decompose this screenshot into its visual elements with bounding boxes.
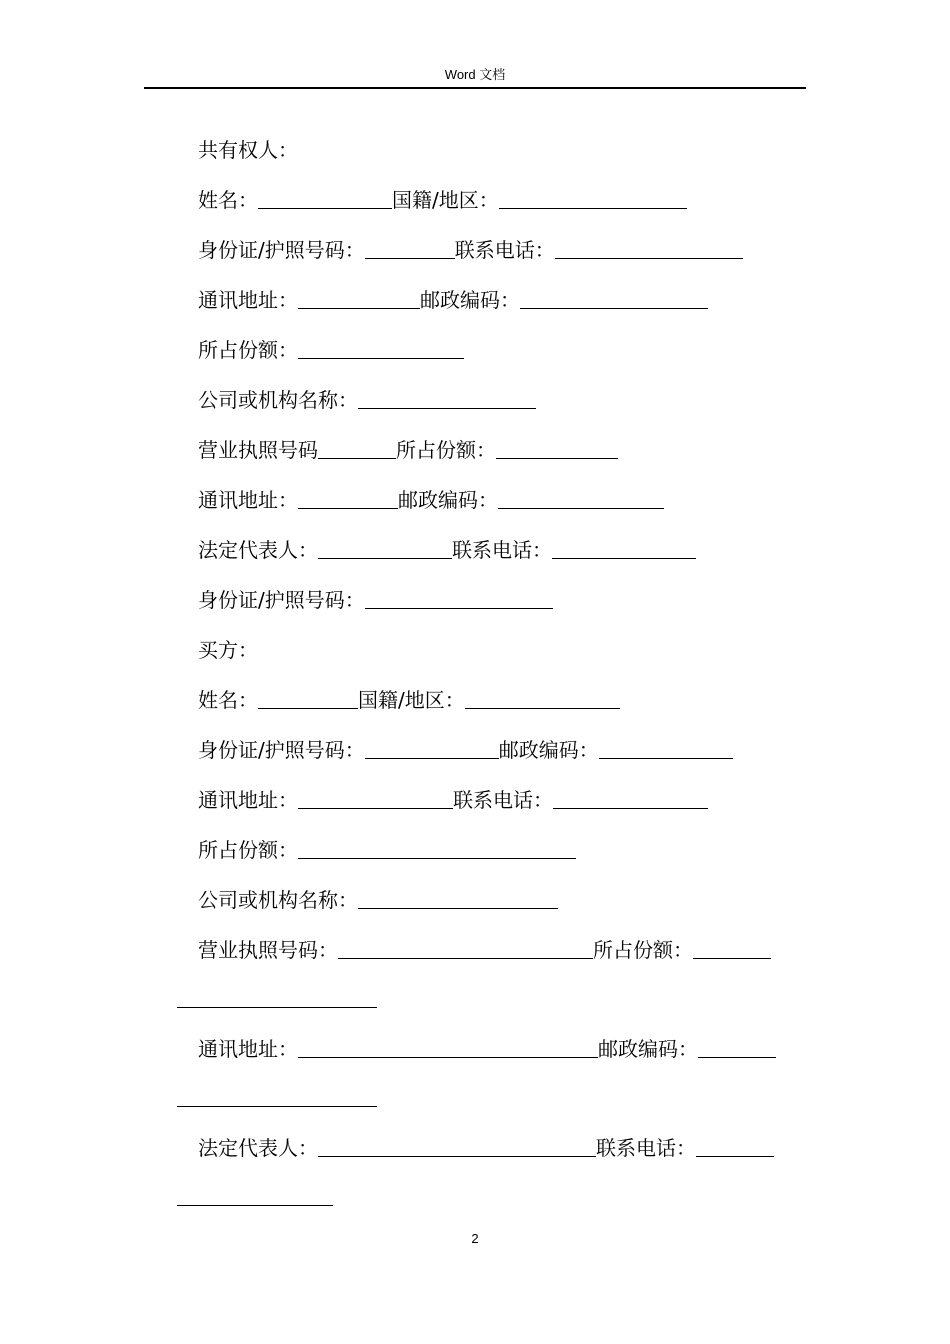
co-owner-share-blank-2[interactable] [496,436,618,459]
header-divider [144,87,806,89]
co-owner-legal-rep-label: 法定代表人： [198,538,318,562]
co-owner-id-blank[interactable] [365,236,455,259]
buyer-postcode-blank-2[interactable] [698,1035,776,1058]
co-owner-license-label: 营业执照号码 [198,438,318,462]
co-owner-phone-label: 联系电话： [454,238,555,262]
buyer-legal-rep-line [198,1134,774,1162]
co-owner-phone-blank-2[interactable] [552,536,696,559]
co-owner-postcode-label-2: 邮政编码： [398,488,498,512]
buyer-share-label: 所占份额： [198,838,298,862]
buyer-license-line [198,936,771,964]
co-owner-postcode-blank-2[interactable] [498,486,664,509]
co-owner-share-line [198,336,464,364]
co-owner-company-blank[interactable] [358,386,536,409]
co-owner-address-line-2 [198,486,664,514]
co-owner-company-label: 公司或机构名称： [198,388,358,412]
co-owner-address-line [198,286,708,314]
buyer-share-blank-2-continued[interactable] [177,985,377,1008]
buyer-share-label-2: 所占份额： [593,938,693,962]
co-owner-id-label: 身份证/护照号码： [198,238,365,262]
co-owner-nationality-blank[interactable] [499,186,687,209]
buyer-address-blank[interactable] [298,786,453,809]
co-owner-heading-line [198,136,298,164]
co-owner-phone-label-2: 联系电话： [452,538,552,562]
buyer-postcode-label: 邮政编码： [498,738,599,762]
co-owner-phone-blank[interactable] [555,236,743,259]
buyer-share-blank-2[interactable] [693,936,771,959]
co-owner-name-blank[interactable] [258,186,392,209]
co-owner-legal-rep-line [198,536,696,564]
co-owner-name-line [198,186,687,214]
buyer-heading-line [198,636,258,664]
co-owner-share-label: 所占份额： [198,338,298,362]
page-number: 2 [471,1231,479,1246]
co-owner-address-blank[interactable] [298,286,420,309]
buyer-phone-blank[interactable] [553,786,708,809]
co-owner-address-label-2: 通讯地址： [198,488,298,512]
co-owner-license-line [198,436,618,464]
document-header-title: Word 文档 [444,67,506,82]
buyer-share-blank[interactable] [298,836,576,859]
buyer-license-label: 营业执照号码： [198,938,338,962]
co-owner-nationality-label: 国籍/地区： [392,188,499,212]
buyer-company-blank[interactable] [358,886,558,909]
buyer-address-label-2: 通讯地址： [198,1037,298,1061]
co-owner-id-label-2: 身份证/护照号码： [198,588,365,612]
buyer-phone-continuation-line [177,1183,333,1211]
buyer-heading: 买方： [198,638,258,662]
co-owner-heading: 共有权人： [198,138,298,162]
buyer-share-continuation-line [177,985,377,1013]
buyer-phone-blank-2[interactable] [696,1134,774,1157]
co-owner-share-label-2: 所占份额： [396,438,496,462]
buyer-license-blank[interactable] [338,936,593,959]
buyer-address-blank-2[interactable] [298,1035,598,1058]
buyer-id-label: 身份证/护照号码： [198,738,365,762]
buyer-phone-label: 联系电话： [453,788,553,812]
co-owner-postcode-label: 邮政编码： [420,288,520,312]
co-owner-legal-rep-blank[interactable] [318,536,452,559]
buyer-address-label: 通讯地址： [198,788,298,812]
buyer-phone-blank-2-continued[interactable] [177,1183,333,1206]
buyer-legal-rep-label: 法定代表人： [198,1136,318,1160]
buyer-postcode-blank-2-continued[interactable] [177,1084,377,1107]
buyer-company-line [198,886,558,914]
buyer-postcode-continuation-line [177,1084,377,1112]
co-owner-address-blank-2[interactable] [298,486,398,509]
buyer-name-blank[interactable] [258,686,358,709]
co-owner-postcode-blank[interactable] [520,286,708,309]
co-owner-share-blank[interactable] [298,336,464,359]
buyer-id-line [198,736,733,764]
buyer-id-blank[interactable] [365,736,499,759]
co-owner-id-line-2 [198,586,553,614]
co-owner-license-blank[interactable] [318,436,396,459]
co-owner-name-label: 姓名： [198,188,258,212]
co-owner-address-label: 通讯地址： [198,288,298,312]
buyer-address-line [198,786,708,814]
buyer-company-label: 公司或机构名称： [198,888,358,912]
buyer-address-line-2 [198,1035,776,1063]
co-owner-id-blank-2[interactable] [365,586,553,609]
buyer-nationality-label: 国籍/地区： [358,688,465,712]
buyer-name-label: 姓名： [198,688,258,712]
buyer-name-line [198,686,620,714]
buyer-share-line [198,836,576,864]
buyer-legal-rep-blank[interactable] [318,1134,596,1157]
buyer-postcode-blank[interactable] [599,736,733,759]
co-owner-company-line [198,386,536,414]
co-owner-id-line [198,236,743,264]
buyer-postcode-label-2: 邮政编码： [598,1037,698,1061]
buyer-nationality-blank[interactable] [465,686,620,709]
buyer-phone-label-2: 联系电话： [596,1136,696,1160]
